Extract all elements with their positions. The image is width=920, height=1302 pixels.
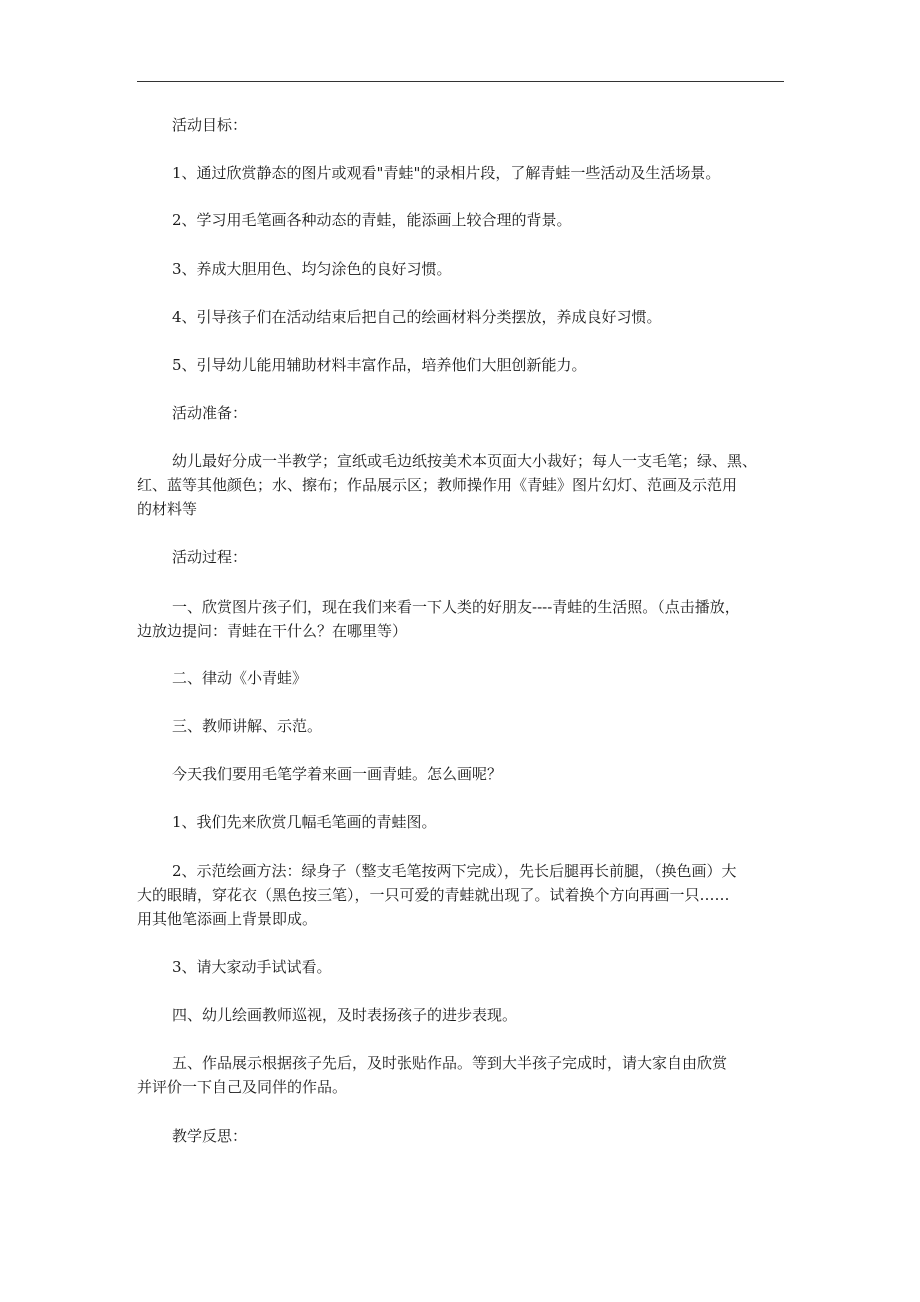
step-3-b-paragraph	[137, 859, 787, 931]
prep-line-3: 的材料等	[137, 500, 198, 518]
step-3-b-line-1: 2、示范绘画方法：绿身子（整支毛笔按两下完成），先长后腿再长前腿，（换色画）大	[172, 862, 737, 880]
goal-4: 4、引导孩子们在活动结束后把自己的绘画材料分类摆放，养成良好习惯。	[172, 308, 662, 326]
step-3-a: 1、我们先来欣赏几幅毛笔画的青蛙图。	[172, 813, 437, 831]
goal-1: 1、通过欣赏静态的图片或观看"青蛙"的录相片段，了解青蛙一些活动及生活场景。	[172, 164, 721, 182]
goal-3: 3、养成大胆用色、均匀涂色的良好习惯。	[172, 260, 452, 278]
prep-paragraph	[137, 449, 787, 521]
step-3-b-line-3: 用其他笔添画上背景即成。	[137, 910, 318, 928]
step-3-b-line-2: 大的眼睛，穿花衣（黑色按三笔），一只可爱的青蛙就出现了。试着换个方向再画一只……	[137, 886, 730, 904]
step-3: 三、教师讲解、示范。	[172, 717, 323, 735]
prep-line-1: 幼儿最好分成一半教学；宣纸或毛边纸按美术本页面大小裁好；每人一支毛笔；绿、黑、	[172, 452, 758, 470]
goals-heading: 活动目标：	[172, 116, 248, 134]
step-3-intro: 今天我们要用毛笔学着来画一画青蛙。怎么画呢？	[172, 765, 503, 783]
step-1-paragraph	[137, 595, 787, 643]
prep-heading: 活动准备：	[172, 404, 248, 422]
step-5-paragraph	[137, 1051, 787, 1099]
step-5-line-1: 五、作品展示根据孩子先后，及时张贴作品。等到大半孩子完成时，请大家自由欣赏	[172, 1054, 728, 1072]
step-2: 二、律动《小青蛙》	[172, 669, 308, 687]
process-heading: 活动过程：	[172, 548, 248, 566]
goal-5: 5、引导幼儿能用辅助材料丰富作品，培养他们大胆创新能力。	[172, 356, 587, 374]
goal-2: 2、学习用毛笔画各种动态的青蛙，能添画上较合理的背景。	[172, 211, 572, 229]
step-1-line-1: 一、欣赏图片孩子们，现在我们来看一下人类的好朋友----青蛙的生活照。（点击播放，	[172, 598, 740, 616]
step-5-line-2: 并评价一下自己及同伴的作品。	[137, 1078, 348, 1096]
step-3-c: 3、请大家动手试试看。	[172, 958, 332, 976]
step-1-line-2: 边放边提问：青蛙在干什么？在哪里等）	[137, 622, 408, 640]
reflection-heading: 教学反思：	[172, 1127, 248, 1145]
step-4: 四、幼儿绘画教师巡视，及时表扬孩子的进步表现。	[172, 1006, 518, 1024]
prep-line-2: 红、蓝等其他颜色；水、擦布；作品展示区；教师操作用《青蛙》图片幻灯、范画及示范用	[137, 476, 738, 494]
